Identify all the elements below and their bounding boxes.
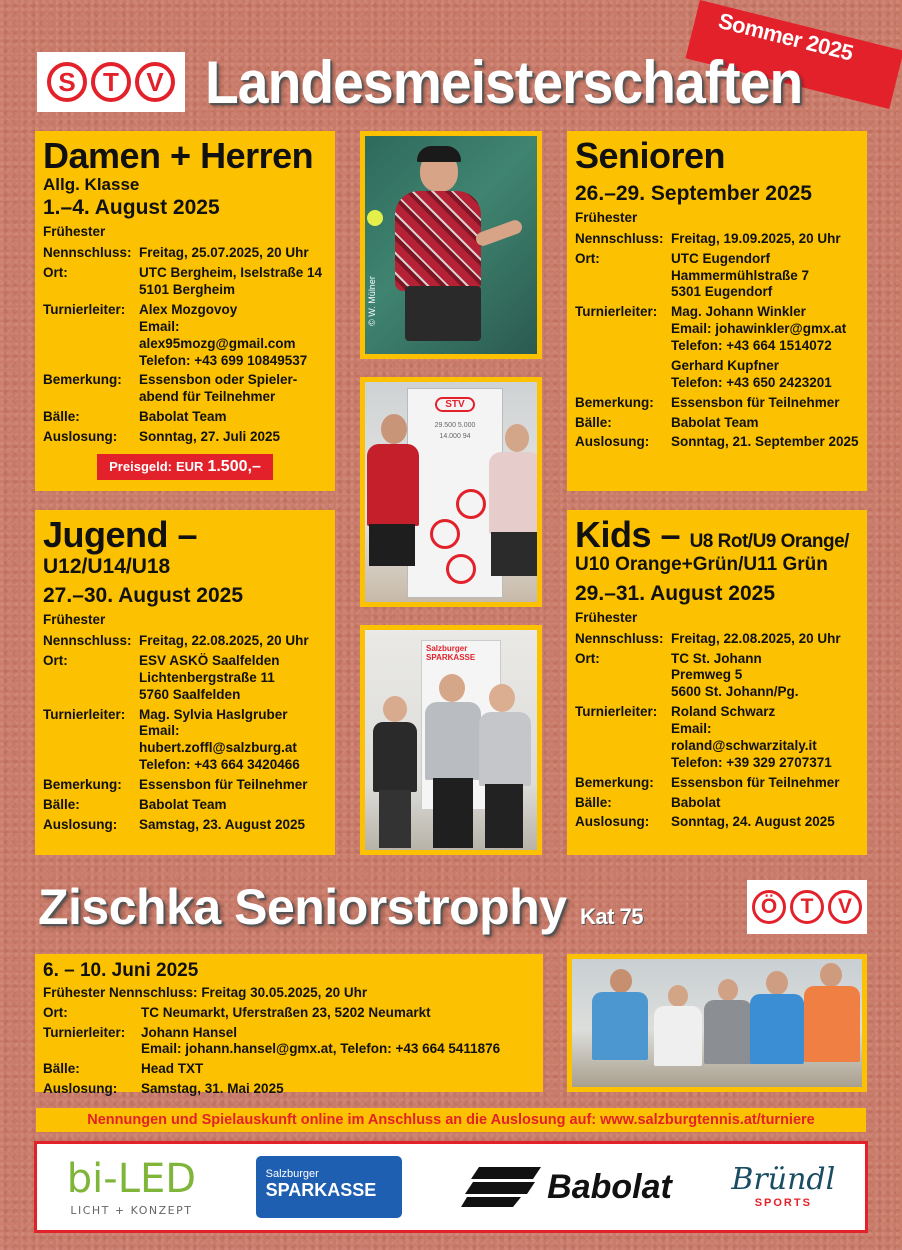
- jugend-date: 27.–30. August 2025: [43, 583, 243, 607]
- detail-key: Bemerkung:: [43, 777, 122, 793]
- babolat-name: Babolat: [547, 1167, 672, 1206]
- detail-value: Freitag, 25.07.2025, 20 Uhr: [139, 245, 309, 261]
- detail-key: Bemerkung:: [575, 774, 654, 790]
- detail-value: Babolat Team: [671, 414, 759, 430]
- sparkasse-line2: SPARKASSE: [265, 1180, 377, 1200]
- otv-letter: Ö: [752, 890, 786, 924]
- detail-value: Samstag, 23. August 2025: [139, 816, 306, 832]
- senioren-date: 26.–29. September 2025: [575, 181, 812, 205]
- damen-date: 1.–4. August 2025: [43, 196, 220, 220]
- detail-key: Turnierleiter:: [575, 304, 658, 320]
- detail-key: Auslosung:: [43, 429, 118, 444]
- jugend-details: [43, 633, 327, 834]
- detail-key: Auslosung:: [43, 816, 118, 832]
- tennis-ball: [367, 210, 383, 226]
- man-left-shorts: [369, 524, 415, 566]
- prize-currency: EUR: [176, 458, 204, 474]
- ribbon-text: Sommer 2025: [715, 8, 856, 66]
- detail-value: Essensbon für Teilnehmer: [671, 394, 840, 410]
- player-shirt: [395, 191, 481, 291]
- senioren-details: [575, 231, 859, 452]
- kid-left-head: [383, 696, 407, 722]
- detail-key: Turnierleiter:: [43, 301, 126, 317]
- brundl-name: Bründl: [731, 1162, 836, 1197]
- detail-key: Auslosung:: [575, 814, 650, 830]
- senior-3-body: [704, 1000, 752, 1064]
- senioren-pre: Frühester: [575, 209, 638, 225]
- kid-right-head: [489, 684, 515, 712]
- kids-title: [575, 516, 859, 554]
- senior-3-head: [718, 979, 738, 1001]
- panel-zischka: [35, 954, 543, 1097]
- detail-value: Freitag 30.05.2025, 20 Uhr: [201, 984, 368, 1000]
- detail-value: Mag. Sylvia Haslgruber Email: hubert.zoffl@salzburg.at Telefon: +43 664 3420466: [139, 706, 300, 773]
- detail-key: Bälle:: [43, 796, 80, 812]
- detail-value: Freitag, 22.08.2025, 20 Uhr: [139, 633, 309, 649]
- detail-value: Essensbon für Teilnehmer: [671, 774, 840, 790]
- sponsor-sparkasse-logo: [256, 1156, 402, 1218]
- kid-right-body: [479, 712, 531, 786]
- detail-value: Freitag, 19.09.2025, 20 Uhr: [671, 230, 841, 246]
- detail-value: Freitag, 22.08.2025, 20 Uhr: [671, 630, 841, 646]
- detail-value: Essensbon für Teilnehmer: [139, 777, 308, 793]
- photo-tennis-player: [360, 131, 542, 359]
- zischka-details: [43, 985, 535, 1098]
- photo-award-adults: [360, 377, 542, 607]
- kid-mid-legs: [433, 778, 473, 848]
- detail-value: Sonntag, 21. September 2025: [671, 434, 859, 450]
- detail-value: Babolat Team: [139, 796, 227, 812]
- detail-value: TC Neumarkt, Uferstraßen 23, 5202 Neumarkt: [141, 1004, 431, 1020]
- senior-1-head: [610, 969, 632, 993]
- kids-subtitle: U10 Orange+Grün/U11 Grün: [575, 553, 828, 575]
- zischka-kat: Kat 75: [579, 904, 643, 929]
- senior-4-head: [766, 971, 788, 995]
- detail-key: Bälle:: [43, 409, 80, 425]
- kids-pre: Frühester: [575, 609, 638, 625]
- zischka-date: 6. – 10. Juni 2025: [43, 960, 199, 981]
- man-right-shirt: [489, 452, 541, 534]
- zischka-title: [38, 878, 643, 936]
- kid-right-legs: [485, 784, 523, 848]
- sponsor-biled-logo: [66, 1155, 197, 1217]
- player-arm: [474, 218, 524, 248]
- detail-key: Nennschluss:: [575, 230, 664, 246]
- biled-sub: LICHT + KONZEPT: [70, 1203, 193, 1217]
- detail-row-full: [43, 985, 535, 1002]
- panel-jugend: [35, 510, 335, 855]
- detail-key: Bälle:: [43, 1061, 80, 1077]
- detail-value: Essensbon oder Spieler- abend für Teilnehmer: [139, 372, 298, 405]
- kids-title-main: Kids –: [575, 514, 681, 555]
- kids-date: 29.–31. August 2025: [575, 581, 775, 605]
- detail-key: Bälle:: [575, 414, 612, 430]
- photo-award-kids: [360, 625, 542, 855]
- otv-letter: V: [828, 890, 862, 924]
- panel-senioren: [567, 131, 867, 491]
- sponsor-brundl-logo: [731, 1162, 836, 1209]
- detail-key: Ort:: [575, 250, 600, 266]
- jugend-pre: Frühester: [43, 612, 106, 628]
- detail-value: Samstag, 31. Mai 2025: [141, 1081, 284, 1097]
- logo-letter: S: [47, 62, 87, 102]
- detail-value: UTC Eugendorf Hammermühlstraße 7 5301 Eugendorf: [671, 250, 810, 300]
- sponsor-babolat-logo: [461, 1167, 672, 1207]
- detail-key: Bemerkung:: [575, 394, 654, 410]
- man-left-head: [381, 414, 407, 444]
- player-cap: [417, 146, 461, 162]
- damen-pre: Frühester: [43, 224, 106, 240]
- detail-key: Nennschluss:: [43, 245, 132, 261]
- man-right-head: [505, 424, 529, 452]
- logo-letter: T: [91, 62, 131, 102]
- detail-key: Turnierleiter:: [43, 1024, 126, 1040]
- panel-damen-herren: [35, 131, 335, 491]
- detail-value: TC St. Johann Premweg 5 5600 St. Johann/Pg.: [671, 650, 799, 700]
- banner-numbers: 29.500 5.000 14.000 94: [434, 422, 476, 441]
- man-left-shirt: [367, 444, 419, 526]
- detail-key: Bälle:: [575, 794, 612, 810]
- detail-value: Head TXT: [141, 1061, 204, 1077]
- senior-4-body: [750, 994, 804, 1064]
- kid-left-body: [373, 722, 417, 792]
- detail-value: Roland Schwarz Email: roland@schwarzitaly.it Telefon: +39 329 2707371: [671, 704, 832, 770]
- detail-value: ESV ASKÖ Saalfelden Lichtenbergstraße 11 5760 Saalfelden: [139, 652, 280, 702]
- detail-value: Babolat Team: [139, 409, 227, 425]
- detail-key: [575, 358, 671, 392]
- detail-key: Frühester Nennschluss:: [43, 984, 198, 1000]
- banner-top-text: STV: [435, 397, 475, 412]
- detail-key: Nennschluss:: [575, 630, 664, 646]
- kids-details: [575, 631, 859, 832]
- biled-name: bi-LED: [66, 1155, 197, 1202]
- detail-value: Johann Hansel Email: johann.hansel@gmx.at, Telefon: +43 664 5411876: [141, 1024, 501, 1057]
- stv-logo: [37, 52, 185, 112]
- detail-key: Ort:: [575, 650, 600, 666]
- jugend-subtitle: U12/U14/U18: [43, 554, 171, 578]
- sparkasse-text: Salzburger SPARKASSE: [426, 644, 476, 662]
- kid-mid-head: [439, 674, 465, 702]
- damen-subtitle: Allg. Klasse: [43, 174, 140, 194]
- kid-mid-body: [425, 702, 481, 780]
- detail-key: Auslosung:: [43, 1081, 118, 1097]
- banner-circle-v: [446, 554, 476, 584]
- otv-letter: T: [790, 890, 824, 924]
- detail-key: Auslosung:: [575, 434, 650, 450]
- detail-key: Bemerkung:: [43, 372, 122, 388]
- detail-value: Sonntag, 24. August 2025: [671, 814, 835, 830]
- kids-title-extra: U8 Rot/U9 Orange/: [689, 531, 849, 552]
- prize-amount: 1.500,–: [207, 457, 261, 475]
- detail-key: Ort:: [43, 1004, 68, 1020]
- detail-value: Alex Mozgovoy Email: alex95mozg@gmail.com Telefon: +43 699 10849537: [139, 301, 308, 368]
- brundl-sub: SPORTS: [754, 1197, 812, 1209]
- logo-letter: V: [135, 62, 175, 102]
- kid-left-legs: [379, 790, 411, 848]
- jugend-title: Jugend –: [43, 514, 198, 555]
- zischka-title-text: Zischka Seniorstrophy: [38, 879, 567, 935]
- banner-circle-s: [456, 489, 486, 519]
- detail-key: Turnierleiter:: [43, 706, 126, 722]
- detail-key: Ort:: [43, 265, 68, 281]
- detail-value: Mag. Johann Winkler Email: johawinkler@gmx.at Telefon: +43 664 1514072: [671, 304, 847, 354]
- senior-5-body: [804, 986, 860, 1062]
- detail-value: Gerhard Kupfner Telefon: +43 650 2423201: [671, 357, 832, 390]
- banner-circle-t: [430, 519, 460, 549]
- detail-key: Nennschluss:: [43, 633, 132, 649]
- sponsor-bar: [34, 1141, 868, 1233]
- detail-value: UTC Bergheim, Iselstraße 14 5101 Bergheim: [139, 265, 323, 297]
- photo-seniors-group: [567, 954, 867, 1092]
- otv-logo: [747, 880, 867, 934]
- detail-key: Ort:: [43, 652, 68, 668]
- page-title: Landesmeisterschaften: [205, 49, 803, 116]
- senioren-title: Senioren: [575, 135, 726, 176]
- panel-kids: [567, 510, 867, 855]
- damen-details: [43, 245, 327, 446]
- detail-value: Sonntag, 27. Juli 2025: [139, 429, 281, 444]
- photo-credit: © W. Mülner: [366, 276, 377, 326]
- senior-5-head: [820, 963, 842, 987]
- senior-1-body: [592, 992, 648, 1060]
- player-shorts: [405, 286, 481, 341]
- senior-2-head: [668, 985, 688, 1007]
- man-right-shorts: [491, 532, 537, 576]
- detail-value: Babolat: [671, 794, 721, 810]
- registration-banner: Nennungen und Spielauskunft online im Anschluss an die Auslosung auf: www.salzburgtennis.at/turniere: [36, 1108, 866, 1132]
- prize-badge: [97, 454, 273, 480]
- sparkasse-line1: Salzburger: [265, 1168, 319, 1180]
- senior-2-body: [654, 1006, 702, 1066]
- babolat-mark-icon: [461, 1167, 541, 1207]
- detail-key: Turnierleiter:: [575, 704, 658, 720]
- damen-title: Damen + Herren: [43, 135, 314, 176]
- prize-label: Preisgeld:: [109, 458, 172, 474]
